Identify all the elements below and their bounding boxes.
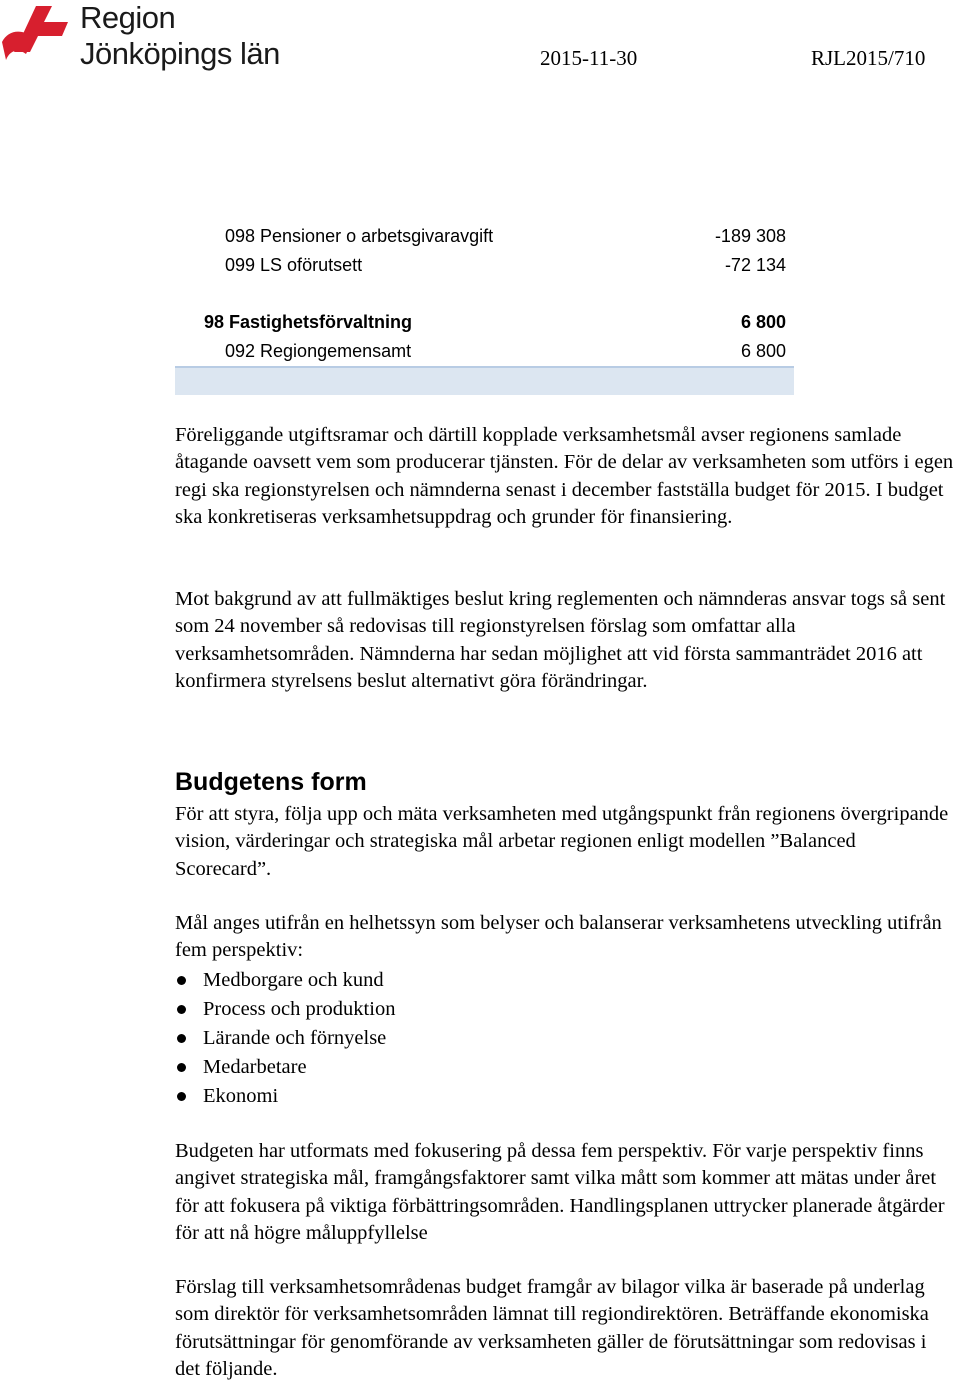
list-item-text: Process och produktion: [203, 998, 396, 1020]
document-date: 2015-11-30: [540, 46, 638, 70]
paragraph-background: Mot bakgrund av att fullmäktiges beslut kring reglementen och nämnderas ansvar togs så sent som 24 november så redovisas till regionstyrelsen förslag som omfattar alla verksamhetsområden. Nämnderna har sedan möjlighet att vid första sammanträdet 2016 att konfirmera styrelsens beslut alternativt göra förändringar.: [175, 588, 946, 692]
row-label: 98 Fastighetsförvaltning: [204, 312, 413, 332]
list-item: [175, 1053, 395, 1082]
list-item-text: Medborgare och kund: [203, 969, 384, 991]
list-item: [175, 1024, 395, 1053]
bullet-icon: [177, 1005, 186, 1014]
row-label: 092 Regiongemensamt: [225, 341, 412, 361]
table-row: [175, 308, 794, 337]
region-logo-icon: [0, 2, 70, 72]
paragraph-budget-focus: Budgeten har utformats med fokusering på dessa fem perspektiv. För varje perspektiv finns angivet strategiska mål, framgångsfaktorer samt vilka mått som kommer att mätas under året för att fokusera på viktiga förbättringsområden. Handlingsplanen uttrycker planerade åtgärder för att nå högre måluppfyllelse: [175, 1140, 945, 1244]
budget-table: [175, 222, 794, 395]
logo-line-region: Region: [80, 0, 176, 35]
paragraph-proposals: Förslag till verksamhetsområdenas budget framgår av bilagor vilka är baserade på underlag som direktör för verksamhetsområden lämnat till regiondirektören. Beträffande ekonomiska förutsättningar för genomförande av verksamheten gäller de förutsättningar som redovisas i det följande.: [175, 1276, 929, 1380]
paragraph-balanced-scorecard: För att styra, följa upp och mäta verksamheten med utgångspunkt från regionens övergripande vision, värderingar och strategiska mål arbetar regionen enligt modellen ”Balanced Scorecard”.: [175, 803, 949, 880]
row-value: 6 800: [740, 341, 786, 361]
perspectives-list: [175, 966, 395, 1111]
table-row: [175, 251, 794, 280]
paragraph-perspectives-intro: Mål anges utifrån en helhetssyn som belyser och balanserar verksamhetens utveckling utifrån fem perspektiv:: [175, 912, 942, 962]
table-row: [175, 337, 794, 366]
table-shaded-row: [175, 368, 794, 395]
list-item-text: Lärande och förnyelse: [203, 1027, 387, 1049]
list-item: [175, 995, 395, 1024]
list-item-text: Medarbetare: [203, 1056, 307, 1078]
bullet-icon: [177, 1063, 186, 1072]
bullet-icon: [177, 1034, 186, 1043]
table-row: [175, 222, 794, 251]
row-value: -72 134: [724, 255, 786, 275]
paragraph-budget-frames: Föreliggande utgiftsramar och därtill kopplade verksamhetsmål avser regionens samlade åtagande oavsett vem som producerar tjänsten. För de delar av verksamheten som utförs i egen regi ska regionstyrelsen och nämnderna senast i december fastställa budget för 2015. I budget ska konkretiseras verksamhetsuppdrag och grunder för finansiering.: [175, 424, 954, 528]
row-label: 098 Pensioner o arbetsgivaravgift: [225, 226, 494, 246]
list-item: [175, 1082, 395, 1111]
row-value: -189 308: [714, 226, 786, 246]
document-reference: RJL2015/710: [811, 46, 926, 70]
list-item: [175, 966, 395, 995]
section-heading: Budgetens form: [175, 768, 367, 796]
row-value: 6 800: [740, 312, 786, 332]
logo-wordmark: [80, 0, 280, 72]
bullet-icon: [177, 976, 186, 985]
bullet-icon: [177, 1092, 186, 1101]
logo-line-lan: Jönköpings län: [80, 36, 280, 71]
table-spacer: [175, 280, 794, 308]
row-label: 099 LS oförutsett: [225, 255, 363, 275]
list-item-text: Ekonomi: [203, 1085, 279, 1107]
page-header: [0, 0, 960, 80]
